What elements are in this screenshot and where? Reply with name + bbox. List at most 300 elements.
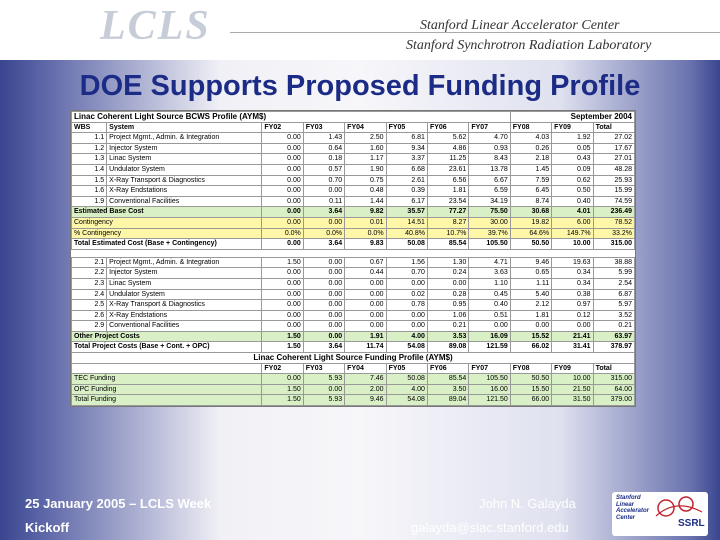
- table-cell: 0.00: [262, 268, 303, 279]
- table-cell: 0.75: [345, 175, 386, 186]
- table-cell: 11.25: [427, 154, 468, 165]
- table-cell: 19.63: [552, 257, 593, 268]
- table-cell: 0.09: [552, 164, 593, 175]
- table-cell: 31.41: [552, 342, 593, 353]
- table-cell: 38.88: [593, 257, 634, 268]
- table-cell: 0.00: [427, 278, 468, 289]
- table-cell: 6.56: [427, 175, 468, 186]
- table-cell: 30.68: [510, 207, 551, 218]
- table-cell: 15.52: [510, 331, 551, 342]
- table-cell: 2.2: [72, 268, 107, 279]
- opc-row: [72, 289, 635, 300]
- table-cell: 50.08: [386, 374, 427, 385]
- opc-row: [72, 300, 635, 311]
- table-cell: 64.6%: [510, 228, 551, 239]
- table-cell: 50.08: [386, 239, 427, 250]
- table-cell: 1.9: [72, 196, 107, 207]
- table-cell: 6.45: [510, 186, 551, 197]
- row-label: % Contingency: [72, 228, 262, 239]
- table-cell: 64.00: [593, 384, 634, 395]
- table-cell: 1.10: [469, 278, 510, 289]
- funding-row: [72, 384, 635, 395]
- table-cell: 0.70: [303, 175, 344, 186]
- table-cell: 149.7%: [552, 228, 593, 239]
- table-cell: 0.0%: [262, 228, 303, 239]
- table-cell: 35.57: [386, 207, 427, 218]
- system-name: Undulator System: [107, 289, 262, 300]
- table-cell: 0.00: [386, 321, 427, 332]
- table-cell: 10.00: [552, 239, 593, 250]
- table-cell: 0.00: [303, 268, 344, 279]
- bcws-profile-table: [71, 111, 635, 406]
- table-cell: 74.59: [593, 196, 634, 207]
- table-cell: 9.46: [510, 257, 551, 268]
- table-cell: 1.50: [262, 257, 303, 268]
- table-cell: 10.7%: [427, 228, 468, 239]
- table-cell: 4.86: [427, 143, 468, 154]
- column-header: FY03: [303, 122, 344, 133]
- table-cell: 0.00: [303, 186, 344, 197]
- table-cell: 1.50: [262, 384, 303, 395]
- column-header: Total: [593, 363, 634, 374]
- wbs-row: [72, 175, 635, 186]
- table-cell: 2.6: [72, 310, 107, 321]
- funding-row: [72, 374, 635, 385]
- table-cell: 8.74: [510, 196, 551, 207]
- table-cell: 1.4: [72, 164, 107, 175]
- table-cell: 0.00: [303, 289, 344, 300]
- table-cell: 105.50: [469, 374, 510, 385]
- table-cell: 1.43: [303, 133, 344, 144]
- table-cell: 0.40: [469, 300, 510, 311]
- table-cell: 0.00: [262, 321, 303, 332]
- table-cell: 8.43: [469, 154, 510, 165]
- table-cell: 0.26: [510, 143, 551, 154]
- table-cell: 54.08: [386, 342, 427, 353]
- funding-table-title: Linac Coherent Light Source Funding Profile (AYM$): [72, 353, 635, 364]
- table-cell: 4.70: [469, 133, 510, 144]
- table-cell: 0.00: [386, 310, 427, 321]
- table-cell: 1.3: [72, 154, 107, 165]
- table-cell: 85.54: [427, 239, 468, 250]
- slide-header: [0, 0, 720, 60]
- table-cell: 236.49: [593, 207, 634, 218]
- table-cell: 0.28: [427, 289, 468, 300]
- opc-row: [72, 310, 635, 321]
- table-cell: 0.97: [552, 300, 593, 311]
- table-cell: 0.00: [262, 154, 303, 165]
- column-header: FY02: [262, 363, 303, 374]
- column-header: FY04: [345, 363, 386, 374]
- table-cell: 11.74: [345, 342, 386, 353]
- table-cell: 13.78: [469, 164, 510, 175]
- table-cell: 33.2%: [593, 228, 634, 239]
- table-cell: 0.21: [427, 321, 468, 332]
- table-cell: 78.52: [593, 217, 634, 228]
- table-cell: 0.00: [345, 321, 386, 332]
- table-cell: 0.00: [262, 196, 303, 207]
- table-cell: 85.54: [427, 374, 468, 385]
- table-cell: 4.03: [510, 133, 551, 144]
- table-cell: 0.40: [552, 196, 593, 207]
- table-cell: 66.02: [510, 342, 551, 353]
- table-cell: 1.50: [262, 395, 303, 406]
- table-cell: 0.65: [510, 268, 551, 279]
- column-header: Total: [593, 122, 634, 133]
- table-cell: 7.46: [345, 374, 386, 385]
- table-cell: 2.50: [345, 133, 386, 144]
- table-cell: 1.81: [510, 310, 551, 321]
- pct-contingency-row: [72, 228, 635, 239]
- system-name: Injector System: [107, 143, 262, 154]
- table-cell: 0.00: [345, 300, 386, 311]
- table-cell: 5.99: [593, 268, 634, 279]
- empty-header: [72, 363, 262, 374]
- table-cell: 3.64: [303, 207, 344, 218]
- table-cell: 2.3: [72, 278, 107, 289]
- table-cell: 0.00: [303, 300, 344, 311]
- funding-table-panel: [70, 110, 636, 407]
- wbs-row: [72, 186, 635, 197]
- ssrl-logo-text: SSRL: [678, 518, 705, 529]
- table-cell: 1.56: [386, 257, 427, 268]
- table-cell: 6.00: [552, 217, 593, 228]
- wbs-row: [72, 164, 635, 175]
- table-cell: 0.00: [303, 331, 344, 342]
- table-cell: 0.43: [552, 154, 593, 165]
- table-cell: 9.83: [345, 239, 386, 250]
- table-cell: 6.81: [386, 133, 427, 144]
- table-cell: 0.00: [262, 300, 303, 311]
- wbs-row: [72, 154, 635, 165]
- table-cell: 54.08: [386, 395, 427, 406]
- column-header: FY02: [262, 122, 303, 133]
- table-cell: 0.21: [593, 321, 634, 332]
- table-cell: 0.00: [262, 186, 303, 197]
- column-header: FY03: [303, 363, 344, 374]
- table-cell: 0.00: [303, 321, 344, 332]
- row-label: Estimated Base Cost: [72, 207, 262, 218]
- column-header: FY07: [469, 122, 510, 133]
- row-label: Total Project Costs (Base + Cont. + OPC): [72, 342, 262, 353]
- row-label: TEC Funding: [72, 374, 262, 385]
- column-header: FY07: [469, 363, 510, 374]
- opc-row: [72, 257, 635, 268]
- table-cell: 0.24: [427, 268, 468, 279]
- table-cell: 2.12: [510, 300, 551, 311]
- table-cell: 6.67: [469, 175, 510, 186]
- table-cell: 3.50: [427, 384, 468, 395]
- table-cell: 0.78: [386, 300, 427, 311]
- lab-name-slac: Stanford Linear Accelerator Center: [420, 18, 620, 33]
- table-cell: 0.70: [386, 268, 427, 279]
- system-name: Undulator System: [107, 164, 262, 175]
- table-cell: 5.93: [303, 374, 344, 385]
- table-cell: 1.2: [72, 143, 107, 154]
- table-cell: 0.0%: [345, 228, 386, 239]
- table-cell: 0.00: [262, 133, 303, 144]
- table-cell: 3.37: [386, 154, 427, 165]
- table-header-row: [72, 122, 635, 133]
- table-title-row: [72, 112, 635, 123]
- table-cell: 15.50: [510, 384, 551, 395]
- table-cell: 66.00: [510, 395, 551, 406]
- table-cell: 379.00: [593, 395, 634, 406]
- column-header: FY06: [427, 363, 468, 374]
- table-cell: 1.90: [345, 164, 386, 175]
- table-cell: 0.11: [303, 196, 344, 207]
- table-cell: 21.41: [552, 331, 593, 342]
- table-cell: 5.40: [510, 289, 551, 300]
- table-cell: 315.00: [593, 239, 634, 250]
- table-cell: 39.7%: [469, 228, 510, 239]
- lcls-logo: [100, 2, 210, 48]
- table-cell: 0.00: [262, 239, 303, 250]
- table-cell: 0.93: [469, 143, 510, 154]
- table-cell: 0.00: [262, 143, 303, 154]
- column-header: System: [107, 122, 262, 133]
- row-label: OPC Funding: [72, 384, 262, 395]
- table-cell: 1.44: [345, 196, 386, 207]
- table-cell: 6.87: [593, 289, 634, 300]
- table-cell: 6.17: [386, 196, 427, 207]
- system-name: Conventional Facilities: [107, 196, 262, 207]
- table-cell: 0.00: [262, 289, 303, 300]
- column-header: FY09: [552, 363, 593, 374]
- table-cell: 1.81: [427, 186, 468, 197]
- table-cell: 0.00: [303, 310, 344, 321]
- table-cell: 2.4: [72, 289, 107, 300]
- table-cell: 1.6: [72, 186, 107, 197]
- table-cell: 0.62: [552, 175, 593, 186]
- table-cell: 16.09: [469, 331, 510, 342]
- funding-title-row: [72, 353, 635, 364]
- table-cell: 0.00: [303, 278, 344, 289]
- column-header: FY06: [427, 122, 468, 133]
- table-cell: 0.38: [552, 289, 593, 300]
- table-cell: 121.50: [469, 395, 510, 406]
- table-cell: 0.00: [262, 217, 303, 228]
- other-project-costs-row: [72, 331, 635, 342]
- system-name: X-Ray Transport & Diagnostics: [107, 175, 262, 186]
- table-cell: 0.00: [303, 384, 344, 395]
- table-cell: 10.00: [552, 374, 593, 385]
- table-cell: 0.02: [386, 289, 427, 300]
- base-cost-row: [72, 207, 635, 218]
- contingency-row: [72, 217, 635, 228]
- footer-date: 25 January 2005 – LCLS Week: [25, 496, 212, 511]
- column-header: FY08: [510, 122, 551, 133]
- table-cell: 3.53: [427, 331, 468, 342]
- table-cell: 0.00: [386, 278, 427, 289]
- table-cell: 6.68: [386, 164, 427, 175]
- table-cell: 2.18: [510, 154, 551, 165]
- row-label: Total Funding: [72, 395, 262, 406]
- table-title: Linac Coherent Light Source BCWS Profile (AYM$): [72, 112, 511, 123]
- footer-email: galayda@slac.stanford.edu: [411, 520, 569, 535]
- table-cell: 1.50: [262, 342, 303, 353]
- table-cell: 0.00: [262, 175, 303, 186]
- table-cell: 4.00: [386, 331, 427, 342]
- table-cell: 1.17: [345, 154, 386, 165]
- table-cell: 0.64: [303, 143, 344, 154]
- table-cell: 19.82: [510, 217, 551, 228]
- table-cell: 77.27: [427, 207, 468, 218]
- table-cell: 2.54: [593, 278, 634, 289]
- table-cell: 2.61: [386, 175, 427, 186]
- column-header: WBS: [72, 122, 107, 133]
- table-cell: 0.01: [345, 217, 386, 228]
- table-cell: 31.50: [552, 395, 593, 406]
- table-cell: 1.45: [510, 164, 551, 175]
- row-label: Other Project Costs: [72, 331, 262, 342]
- table-cell: 89.08: [427, 342, 468, 353]
- table-cell: 9.82: [345, 207, 386, 218]
- table-cell: 50.50: [510, 374, 551, 385]
- table-cell: 0.67: [345, 257, 386, 268]
- table-cell: 0.00: [469, 321, 510, 332]
- table-cell: 1.5: [72, 175, 107, 186]
- funding-header-row: [72, 363, 635, 374]
- table-date: September 2004: [510, 112, 634, 123]
- table-cell: 1.06: [427, 310, 468, 321]
- table-cell: 2.1: [72, 257, 107, 268]
- total-project-costs-row: [72, 342, 635, 353]
- table-cell: 0.00: [262, 207, 303, 218]
- table-cell: 1.30: [427, 257, 468, 268]
- table-cell: 5.62: [427, 133, 468, 144]
- table-cell: 15.99: [593, 186, 634, 197]
- table-cell: 0.39: [386, 186, 427, 197]
- table-cell: 4.00: [386, 384, 427, 395]
- table-cell: 3.64: [303, 239, 344, 250]
- table-cell: 0.18: [303, 154, 344, 165]
- column-header: FY05: [386, 363, 427, 374]
- table-cell: 5.93: [303, 395, 344, 406]
- table-cell: 0.00: [262, 310, 303, 321]
- table-cell: 4.71: [469, 257, 510, 268]
- table-cell: 0.95: [427, 300, 468, 311]
- spacer: [72, 249, 635, 257]
- table-cell: 0.00: [552, 321, 593, 332]
- wbs-row: [72, 143, 635, 154]
- table-cell: 0.48: [345, 186, 386, 197]
- table-cell: 9.34: [386, 143, 427, 154]
- table-cell: 48.28: [593, 164, 634, 175]
- table-cell: 2.5: [72, 300, 107, 311]
- table-cell: 2.00: [345, 384, 386, 395]
- table-cell: 1.11: [510, 278, 551, 289]
- system-name: Project Mgmt., Admin. & Integration: [107, 257, 262, 268]
- table-cell: 5.97: [593, 300, 634, 311]
- table-cell: 0.00: [303, 217, 344, 228]
- slide-title: DOE Supports Proposed Funding Profile: [79, 70, 641, 102]
- table-cell: 27.02: [593, 133, 634, 144]
- table-cell: 0.00: [303, 257, 344, 268]
- wbs-row: [72, 196, 635, 207]
- table-cell: 30.00: [469, 217, 510, 228]
- row-label: Total Estimated Cost (Base + Contingency): [72, 239, 262, 250]
- table-cell: 6.59: [469, 186, 510, 197]
- table-cell: 3.64: [303, 342, 344, 353]
- table-cell: 378.97: [593, 342, 634, 353]
- system-name: X-Ray Endstations: [107, 186, 262, 197]
- table-cell: 315.00: [593, 374, 634, 385]
- table-cell: 50.50: [510, 239, 551, 250]
- table-cell: 0.0%: [303, 228, 344, 239]
- table-cell: 3.63: [469, 268, 510, 279]
- table-cell: 17.67: [593, 143, 634, 154]
- system-name: Conventional Facilities: [107, 321, 262, 332]
- table-cell: 0.44: [345, 268, 386, 279]
- opc-row: [72, 278, 635, 289]
- table-cell: 23.61: [427, 164, 468, 175]
- table-cell: 105.50: [469, 239, 510, 250]
- system-name: Project Mgmt., Admin. & Integration: [107, 133, 262, 144]
- funding-row: [72, 395, 635, 406]
- system-name: Injector System: [107, 268, 262, 279]
- row-label: Contingency: [72, 217, 262, 228]
- table-cell: 89.04: [427, 395, 468, 406]
- footer-author: John N. Galayda: [479, 496, 576, 511]
- system-name: Linac System: [107, 278, 262, 289]
- table-cell: 16.00: [469, 384, 510, 395]
- column-header: FY08: [510, 363, 551, 374]
- table-cell: 1.92: [552, 133, 593, 144]
- column-header: FY04: [345, 122, 386, 133]
- table-cell: 1.1: [72, 133, 107, 144]
- table-cell: 8.27: [427, 217, 468, 228]
- table-cell: 3.52: [593, 310, 634, 321]
- table-cell: 9.46: [345, 395, 386, 406]
- table-cell: 14.51: [386, 217, 427, 228]
- table-cell: 21.50: [552, 384, 593, 395]
- footer-event: Kickoff: [25, 520, 70, 535]
- table-cell: 25.93: [593, 175, 634, 186]
- table-cell: 7.59: [510, 175, 551, 186]
- table-cell: 40.8%: [386, 228, 427, 239]
- total-estimated-cost-row: [72, 239, 635, 250]
- opc-row: [72, 268, 635, 279]
- opc-row: [72, 321, 635, 332]
- table-cell: 63.97: [593, 331, 634, 342]
- lab-name-ssrl: Stanford Synchrotron Radiation Laboratory: [406, 38, 652, 53]
- table-cell: 1.60: [345, 143, 386, 154]
- table-cell: 0.45: [469, 289, 510, 300]
- column-header: FY09: [552, 122, 593, 133]
- lcls-logo-text: LCLS: [100, 3, 211, 49]
- table-cell: 0.00: [262, 278, 303, 289]
- table-cell: 0.57: [303, 164, 344, 175]
- table-cell: 0.00: [510, 321, 551, 332]
- table-cell: 0.51: [469, 310, 510, 321]
- table-cell: 0.05: [552, 143, 593, 154]
- table-cell: 1.91: [345, 331, 386, 342]
- table-cell: 0.00: [262, 164, 303, 175]
- table-cell: 0.50: [552, 186, 593, 197]
- table-cell: 2.9: [72, 321, 107, 332]
- spacer-row: [72, 249, 635, 257]
- table-cell: 27.01: [593, 154, 634, 165]
- system-name: X-Ray Transport & Diagnostics: [107, 300, 262, 311]
- system-name: X-Ray Endstations: [107, 310, 262, 321]
- table-cell: 75.50: [469, 207, 510, 218]
- table-cell: 0.00: [345, 289, 386, 300]
- wbs-row: [72, 133, 635, 144]
- slac-ssrl-logo: [612, 492, 708, 536]
- table-cell: 0.34: [552, 268, 593, 279]
- table-cell: 0.34: [552, 278, 593, 289]
